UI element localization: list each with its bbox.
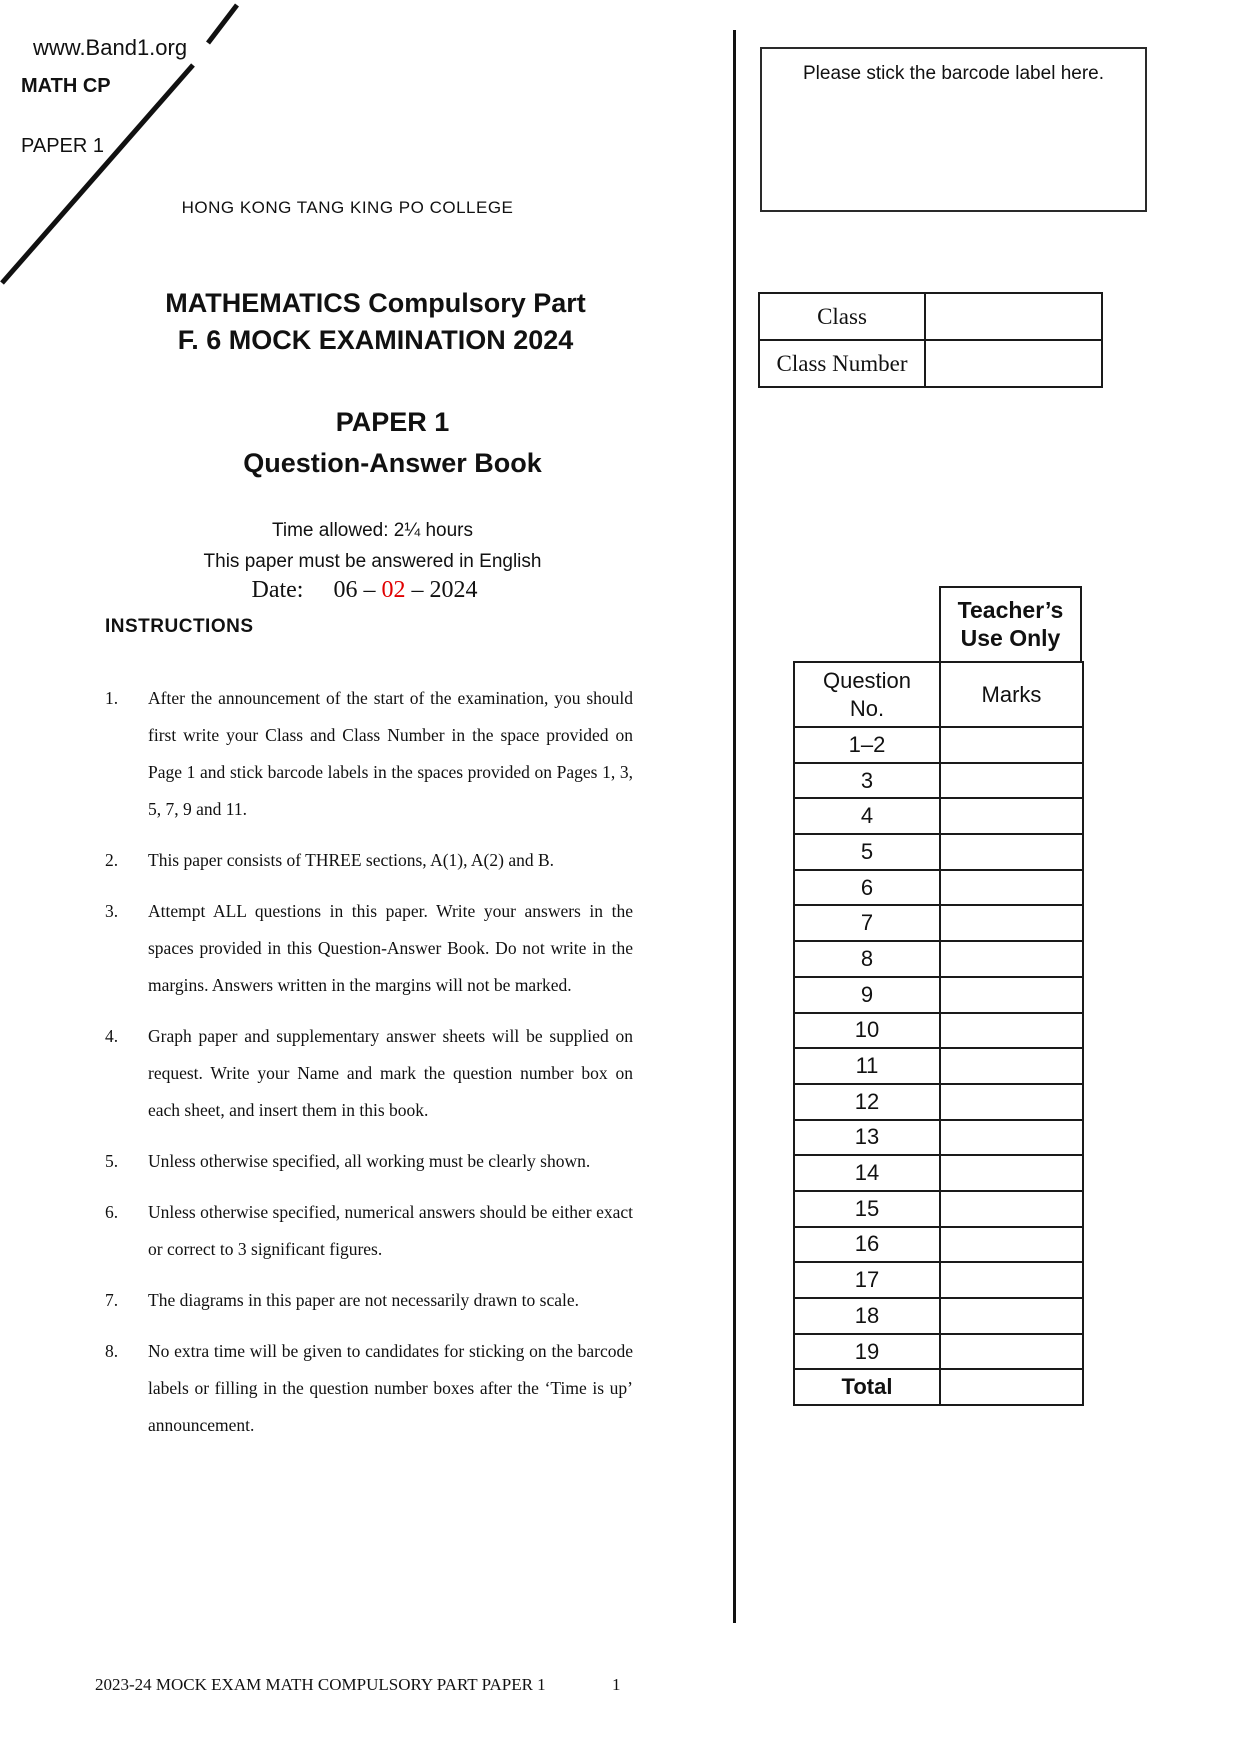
- teachers-use-only-box: [939, 586, 1082, 661]
- question-number-cell: 10: [794, 1013, 940, 1049]
- question-row: [794, 1262, 1083, 1298]
- marks-cell: [940, 763, 1083, 799]
- instructions-heading: INSTRUCTIONS: [105, 616, 254, 637]
- marks-cell: [940, 941, 1083, 977]
- marks-header: Marks: [940, 662, 1083, 727]
- instruction-number: 8.: [105, 1341, 119, 1361]
- question-number-cell: 4: [794, 798, 940, 834]
- footer-page-number: 1: [612, 1675, 621, 1694]
- question-row: [794, 1298, 1083, 1334]
- school-name: HONG KONG TANG KING PO COLLEGE: [181, 198, 514, 217]
- marks-cell: [940, 1262, 1083, 1298]
- question-row: [794, 1227, 1083, 1263]
- question-number-cell: 3: [794, 763, 940, 799]
- marks-cell: [940, 798, 1083, 834]
- instruction-number: 2.: [105, 850, 119, 870]
- question-number-cell: 19: [794, 1334, 940, 1370]
- exam-date: [92, 577, 637, 604]
- marks-cell: [940, 1120, 1083, 1156]
- instruction-text: The diagrams in this paper are not necessarily drawn to scale.: [148, 1290, 580, 1310]
- date-label: Date:: [251, 577, 304, 603]
- marks-table-header-row: [794, 662, 1083, 727]
- marks-cell: [940, 905, 1083, 941]
- instruction-number: 5.: [105, 1151, 119, 1171]
- instruction-text: This paper consists of THREE sections, A(1), A(2) and B.: [148, 850, 555, 870]
- watermark-url: www.Band1.org: [33, 35, 188, 60]
- footer-exam-label: 2023-24 MOCK EXAM MATH COMPULSORY PART PAPER 1: [95, 1675, 546, 1694]
- question-number-cell: 16: [794, 1227, 940, 1263]
- marks-cell: [940, 977, 1083, 1013]
- class-number-row: [759, 340, 1102, 387]
- question-row: [794, 870, 1083, 906]
- question-row: [794, 941, 1083, 977]
- question-number-cell: 11: [794, 1048, 940, 1084]
- question-number-cell: 9: [794, 977, 940, 1013]
- exam-title-line2: F. 6 MOCK EXAMINATION 2024: [177, 325, 574, 355]
- instruction-text: Attempt ALL questions in this paper. Write your answers in the spaces provided in this Question-Answer Book. Do not write in the margins. Answers written in the margins will not be marked.: [148, 901, 633, 995]
- instructions-list: [105, 680, 633, 1458]
- question-row: [794, 763, 1083, 799]
- question-number-cell: 8: [794, 941, 940, 977]
- question-number-cell: 15: [794, 1191, 940, 1227]
- question-row: [794, 727, 1083, 763]
- instruction-number: 4.: [105, 1026, 119, 1046]
- question-row: [794, 1334, 1083, 1370]
- instruction-text: Unless otherwise specified, numerical answers should be either exact or correct to 3 significant figures.: [148, 1202, 633, 1259]
- instruction-item-4: [105, 1018, 633, 1129]
- paper-title-line2: Question-Answer Book: [243, 448, 542, 478]
- date-separator: –: [363, 577, 376, 603]
- question-number-cell: 5: [794, 834, 940, 870]
- marks-cell: [940, 1227, 1083, 1263]
- paper-title: [120, 402, 665, 484]
- date-month: 02: [381, 577, 406, 603]
- question-row: [794, 1191, 1083, 1227]
- instruction-number: 6.: [105, 1202, 119, 1222]
- instruction-item-5: [105, 1143, 633, 1180]
- instruction-item-8: [105, 1333, 633, 1444]
- barcode-instruction-text: Please stick the barcode label here.: [802, 63, 1104, 84]
- question-number-cell: 14: [794, 1155, 940, 1191]
- class-value-cell: [925, 293, 1102, 340]
- instruction-number: 1.: [105, 688, 119, 708]
- question-number-cell: 13: [794, 1120, 940, 1156]
- date-day: 06: [333, 577, 358, 603]
- question-number-cell: 1–2: [794, 727, 940, 763]
- total-label-cell: Total: [794, 1369, 940, 1405]
- instruction-text: Unless otherwise specified, all working must be clearly shown.: [148, 1151, 591, 1171]
- vertical-divider: [733, 30, 736, 1623]
- class-label: Class: [759, 293, 925, 340]
- marks-cell: [940, 1334, 1083, 1370]
- marks-cell: [940, 1048, 1083, 1084]
- date-year: 2024: [429, 577, 478, 603]
- class-row: [759, 293, 1102, 340]
- date-separator: –: [411, 577, 424, 603]
- language-note: This paper must be answered in English: [203, 551, 542, 572]
- question-row: [794, 977, 1083, 1013]
- instruction-item-6: [105, 1194, 633, 1268]
- question-number-cell: 18: [794, 1298, 940, 1334]
- teachers-use-only-line1: Teacher’s: [957, 597, 1064, 623]
- subject-code-label: MATH CP: [21, 75, 111, 97]
- instruction-text: After the announcement of the start of the examination, you should first write your Class and Class Number in the space provided on Page 1 and stick barcode labels in the spaces provided on Pages 1, 3, 5, 7, 9 and 11.: [148, 688, 633, 819]
- question-row: [794, 834, 1083, 870]
- exam-title-line1: MATHEMATICS Compulsory Part: [165, 288, 586, 318]
- paper-title-line1: PAPER 1: [335, 407, 450, 437]
- question-row: [794, 1013, 1083, 1049]
- question-row: [794, 1120, 1083, 1156]
- marks-cell: [940, 1084, 1083, 1120]
- question-number-cell: 12: [794, 1084, 940, 1120]
- marks-cell: [940, 1191, 1083, 1227]
- question-number-cell: 17: [794, 1262, 940, 1298]
- marks-cell: [940, 870, 1083, 906]
- instruction-item-1: [105, 680, 633, 828]
- question-row: [794, 1155, 1083, 1191]
- instruction-item-7: [105, 1282, 633, 1319]
- instruction-number: 3.: [105, 901, 119, 921]
- question-row: [794, 1048, 1083, 1084]
- paper-corner-label: PAPER 1: [21, 135, 104, 157]
- marks-cell: [940, 727, 1083, 763]
- marks-cell: [940, 1298, 1083, 1334]
- time-allowed-note: Time allowed: 2¼ hours: [271, 520, 473, 541]
- instruction-text: Graph paper and supplementary answer sheets will be supplied on request. Write your Name and mark the question number box on each sheet, and insert them in this book.: [148, 1026, 633, 1120]
- question-number-cell: 7: [794, 905, 940, 941]
- question-number-cell: 6: [794, 870, 940, 906]
- marks-cell: [940, 1013, 1083, 1049]
- barcode-label-box: [760, 47, 1147, 212]
- class-number-value-cell: [925, 340, 1102, 387]
- marks-table: [793, 661, 1084, 1406]
- class-info-table: [758, 292, 1103, 388]
- teachers-use-only-line2: Use Only: [960, 625, 1061, 651]
- marks-cell: [940, 1155, 1083, 1191]
- instruction-item-2: [105, 842, 633, 879]
- instruction-number: 7.: [105, 1290, 119, 1310]
- instruction-item-3: [105, 893, 633, 1004]
- class-number-label: Class Number: [759, 340, 925, 387]
- total-marks-cell: [940, 1369, 1083, 1405]
- question-row: [794, 1084, 1083, 1120]
- instruction-text: No extra time will be given to candidates for sticking on the barcode labels or filling in the question number boxes after the ‘Time is up’ announcement.: [148, 1341, 633, 1435]
- exam-title: [103, 285, 648, 359]
- marks-cell: [940, 834, 1083, 870]
- question-no-header: Question No.: [794, 662, 940, 727]
- question-row: [794, 905, 1083, 941]
- total-row: [794, 1369, 1083, 1405]
- question-row: [794, 798, 1083, 834]
